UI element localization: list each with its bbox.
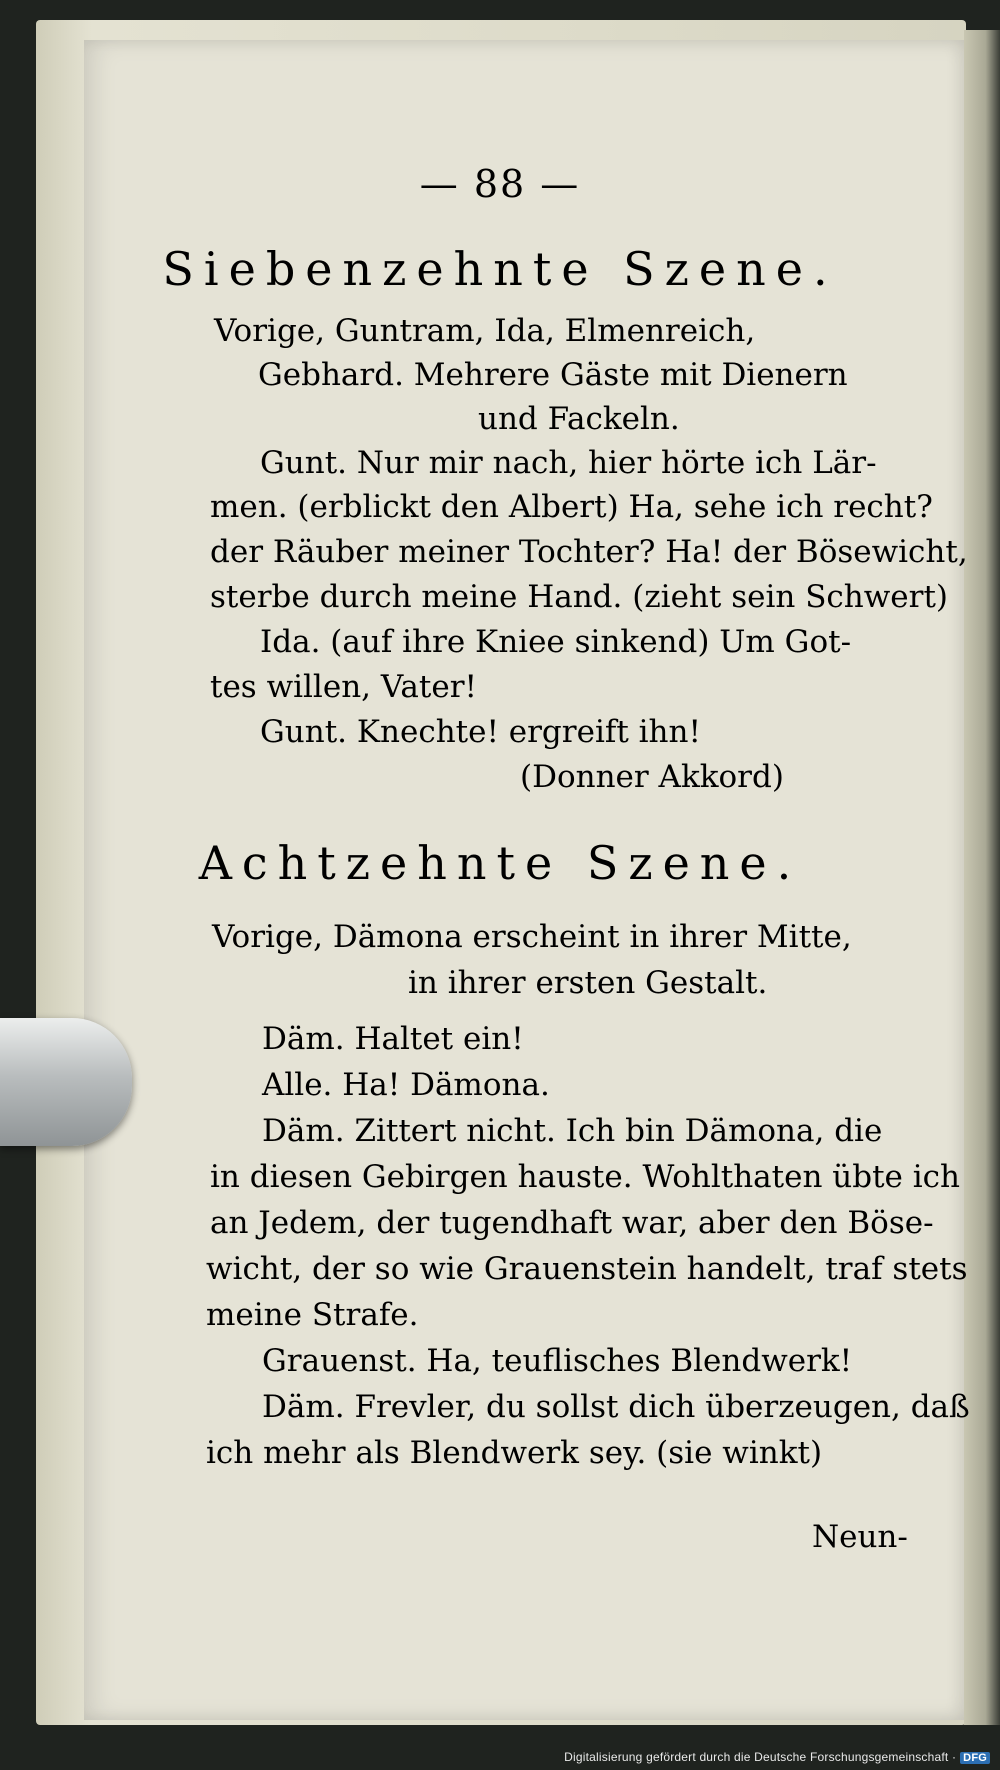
dialogue-line: tes willen, Vater!	[210, 669, 477, 705]
dfg-logo: DFG	[960, 1752, 990, 1764]
dialogue-line: Alle. Ha! Dämona.	[262, 1067, 550, 1103]
page-clip	[0, 1018, 132, 1146]
page-number: — 88 —	[419, 162, 581, 206]
stage-direction-line: Vorige, Dämona erscheint in ihrer Mitte,	[212, 919, 852, 955]
dialogue-line: Däm. Haltet ein!	[262, 1021, 524, 1057]
dialogue-line: an Jedem, der tugendhaft war, aber den Böse-	[210, 1205, 934, 1241]
digitization-footer	[564, 1750, 990, 1764]
dialogue-line: in diesen Gebirgen hauste. Wohlthaten übte ich	[210, 1159, 960, 1195]
dialogue-line: der Räuber meiner Tochter? Ha! der Bösewicht,	[210, 534, 968, 570]
dialogue-line: men. (erblickt den Albert) Ha, sehe ich recht?	[210, 489, 933, 525]
dialogue-line: Grauenst. Ha, teuflisches Blendwerk!	[262, 1343, 853, 1379]
dialogue-line: ich mehr als Blendwerk sey. (sie winkt)	[206, 1435, 823, 1471]
stage-direction-line: (Donner Akkord)	[520, 759, 784, 795]
dialogue-line: Ida. (auf ihre Kniee sinkend) Um Got-	[260, 624, 852, 660]
dialogue-line: sterbe durch meine Hand. (zieht sein Schwert)	[210, 579, 949, 615]
scene-18-title: Achtzehnte Szene.	[198, 836, 802, 890]
dialogue-line: wicht, der so wie Grauenstein handelt, traf stets	[206, 1251, 968, 1287]
dialogue-line: Gunt. Nur mir nach, hier hörte ich Lär-	[260, 445, 877, 481]
dialogue-line: Däm. Zittert nicht. Ich bin Dämona, die	[262, 1113, 883, 1149]
footer-text: Digitalisierung gefördert durch die Deutsche Forschungsgemeinschaft ·	[564, 1750, 957, 1764]
catchword: Neun-	[812, 1519, 908, 1555]
dialogue-line: meine Strafe.	[206, 1297, 419, 1333]
stage-direction-line: und Fackeln.	[478, 401, 680, 437]
stage-direction-line: in ihrer ersten Gestalt.	[408, 965, 768, 1001]
scene-17-title: Siebenzehnte Szene.	[162, 242, 838, 296]
stage-direction-line: Gebhard. Mehrere Gäste mit Dienern	[258, 357, 848, 393]
stage-direction-line: Vorige, Guntram, Ida, Elmenreich,	[214, 313, 756, 349]
dialogue-line: Gunt. Knechte! ergreift ihn!	[260, 714, 701, 750]
dialogue-line: Däm. Frevler, du sollst dich überzeugen, daß	[262, 1389, 970, 1425]
